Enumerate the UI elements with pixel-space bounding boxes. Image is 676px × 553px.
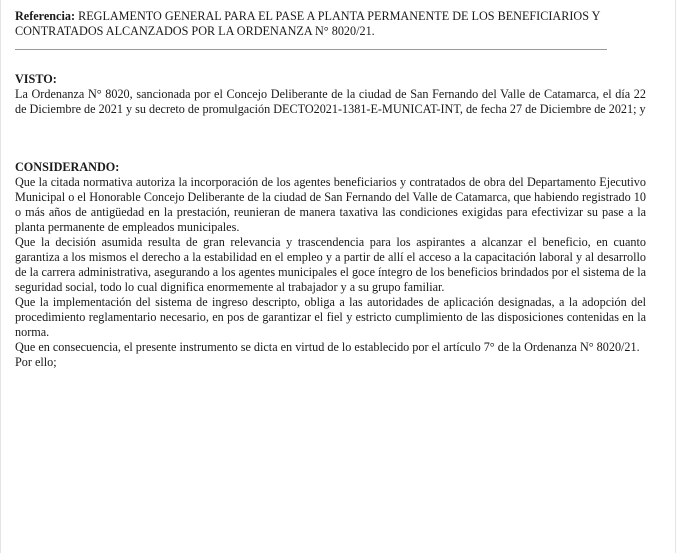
visto-paragraph: La Ordenanza N° 8020, sancionada por el Concejo Deliberante de la ciudad de San Fernando del Valle de Catamarca, el día 22 de Diciembre de 2021 y su decreto de promulgación DECTO2021-1381-E-MUNICAT-INT, de fecha 27 de Diciembre de 2021; y	[15, 87, 646, 116]
header-divider	[15, 49, 607, 50]
considerando-paragraph-3: Que la implementación del sistema de ingreso descripto, obliga a las autoridades de aplicación designadas, a la adopción del procedimiento reglamentario necesario, en pos de garantizar el fiel y estricto cumplimiento de las disposiciones contenidas en la norma.	[15, 295, 646, 339]
reference-line	[15, 9, 646, 39]
considerando-paragraph-1: Que la citada normativa autoriza la incorporación de los agentes beneficiarios y contratados de obra del Departamento Ejecutivo Municipal o el Honorable Concejo Deliberante de la ciudad de San Fernando del Valle de Catamarca, que habiendo registrado 10 o más años de antigüedad en la prestación, reunieran de manera taxativa las condiciones exigidas para efectivizar su pase a la planta permanente de empleados municipales.	[15, 175, 646, 234]
reference-text: REGLAMENTO GENERAL PARA EL PASE A PLANTA PERMANENTE DE LOS BENEFICIARIOS Y CONTRATADOS ALCANZADOS POR LA ORDENANZA N° 8020/21.	[15, 9, 600, 38]
considerando-paragraph-4: Que en consecuencia, el presente instrumento se dicta en virtud de lo establecido por el artículo 7° de la Ordenanza N° 8020/21.	[15, 340, 640, 354]
closing-text: Por ello;	[15, 355, 57, 369]
considerando-heading: CONSIDERANDO:	[15, 160, 120, 174]
document-content	[15, 9, 646, 370]
reference-label: Referencia:	[15, 9, 76, 23]
visto-heading: VISTO:	[15, 72, 57, 86]
considerando-paragraph-2: Que la decisión asumida resulta de gran relevancia y trascendencia para los aspirantes a alcanzar el beneficio, en cuanto garantiza a los mismos el derecho a la estabilidad en el empleo y a partir de allí el acceso a la capacitación laboral y al desarrollo de la carrera administrativa, asegurando a los agentes municipales el goce íntegro de los beneficios brindados por el sistema de la seguridad social, todo lo cual dignifica enormemente al trabajador y a su grupo familiar.	[15, 235, 646, 294]
